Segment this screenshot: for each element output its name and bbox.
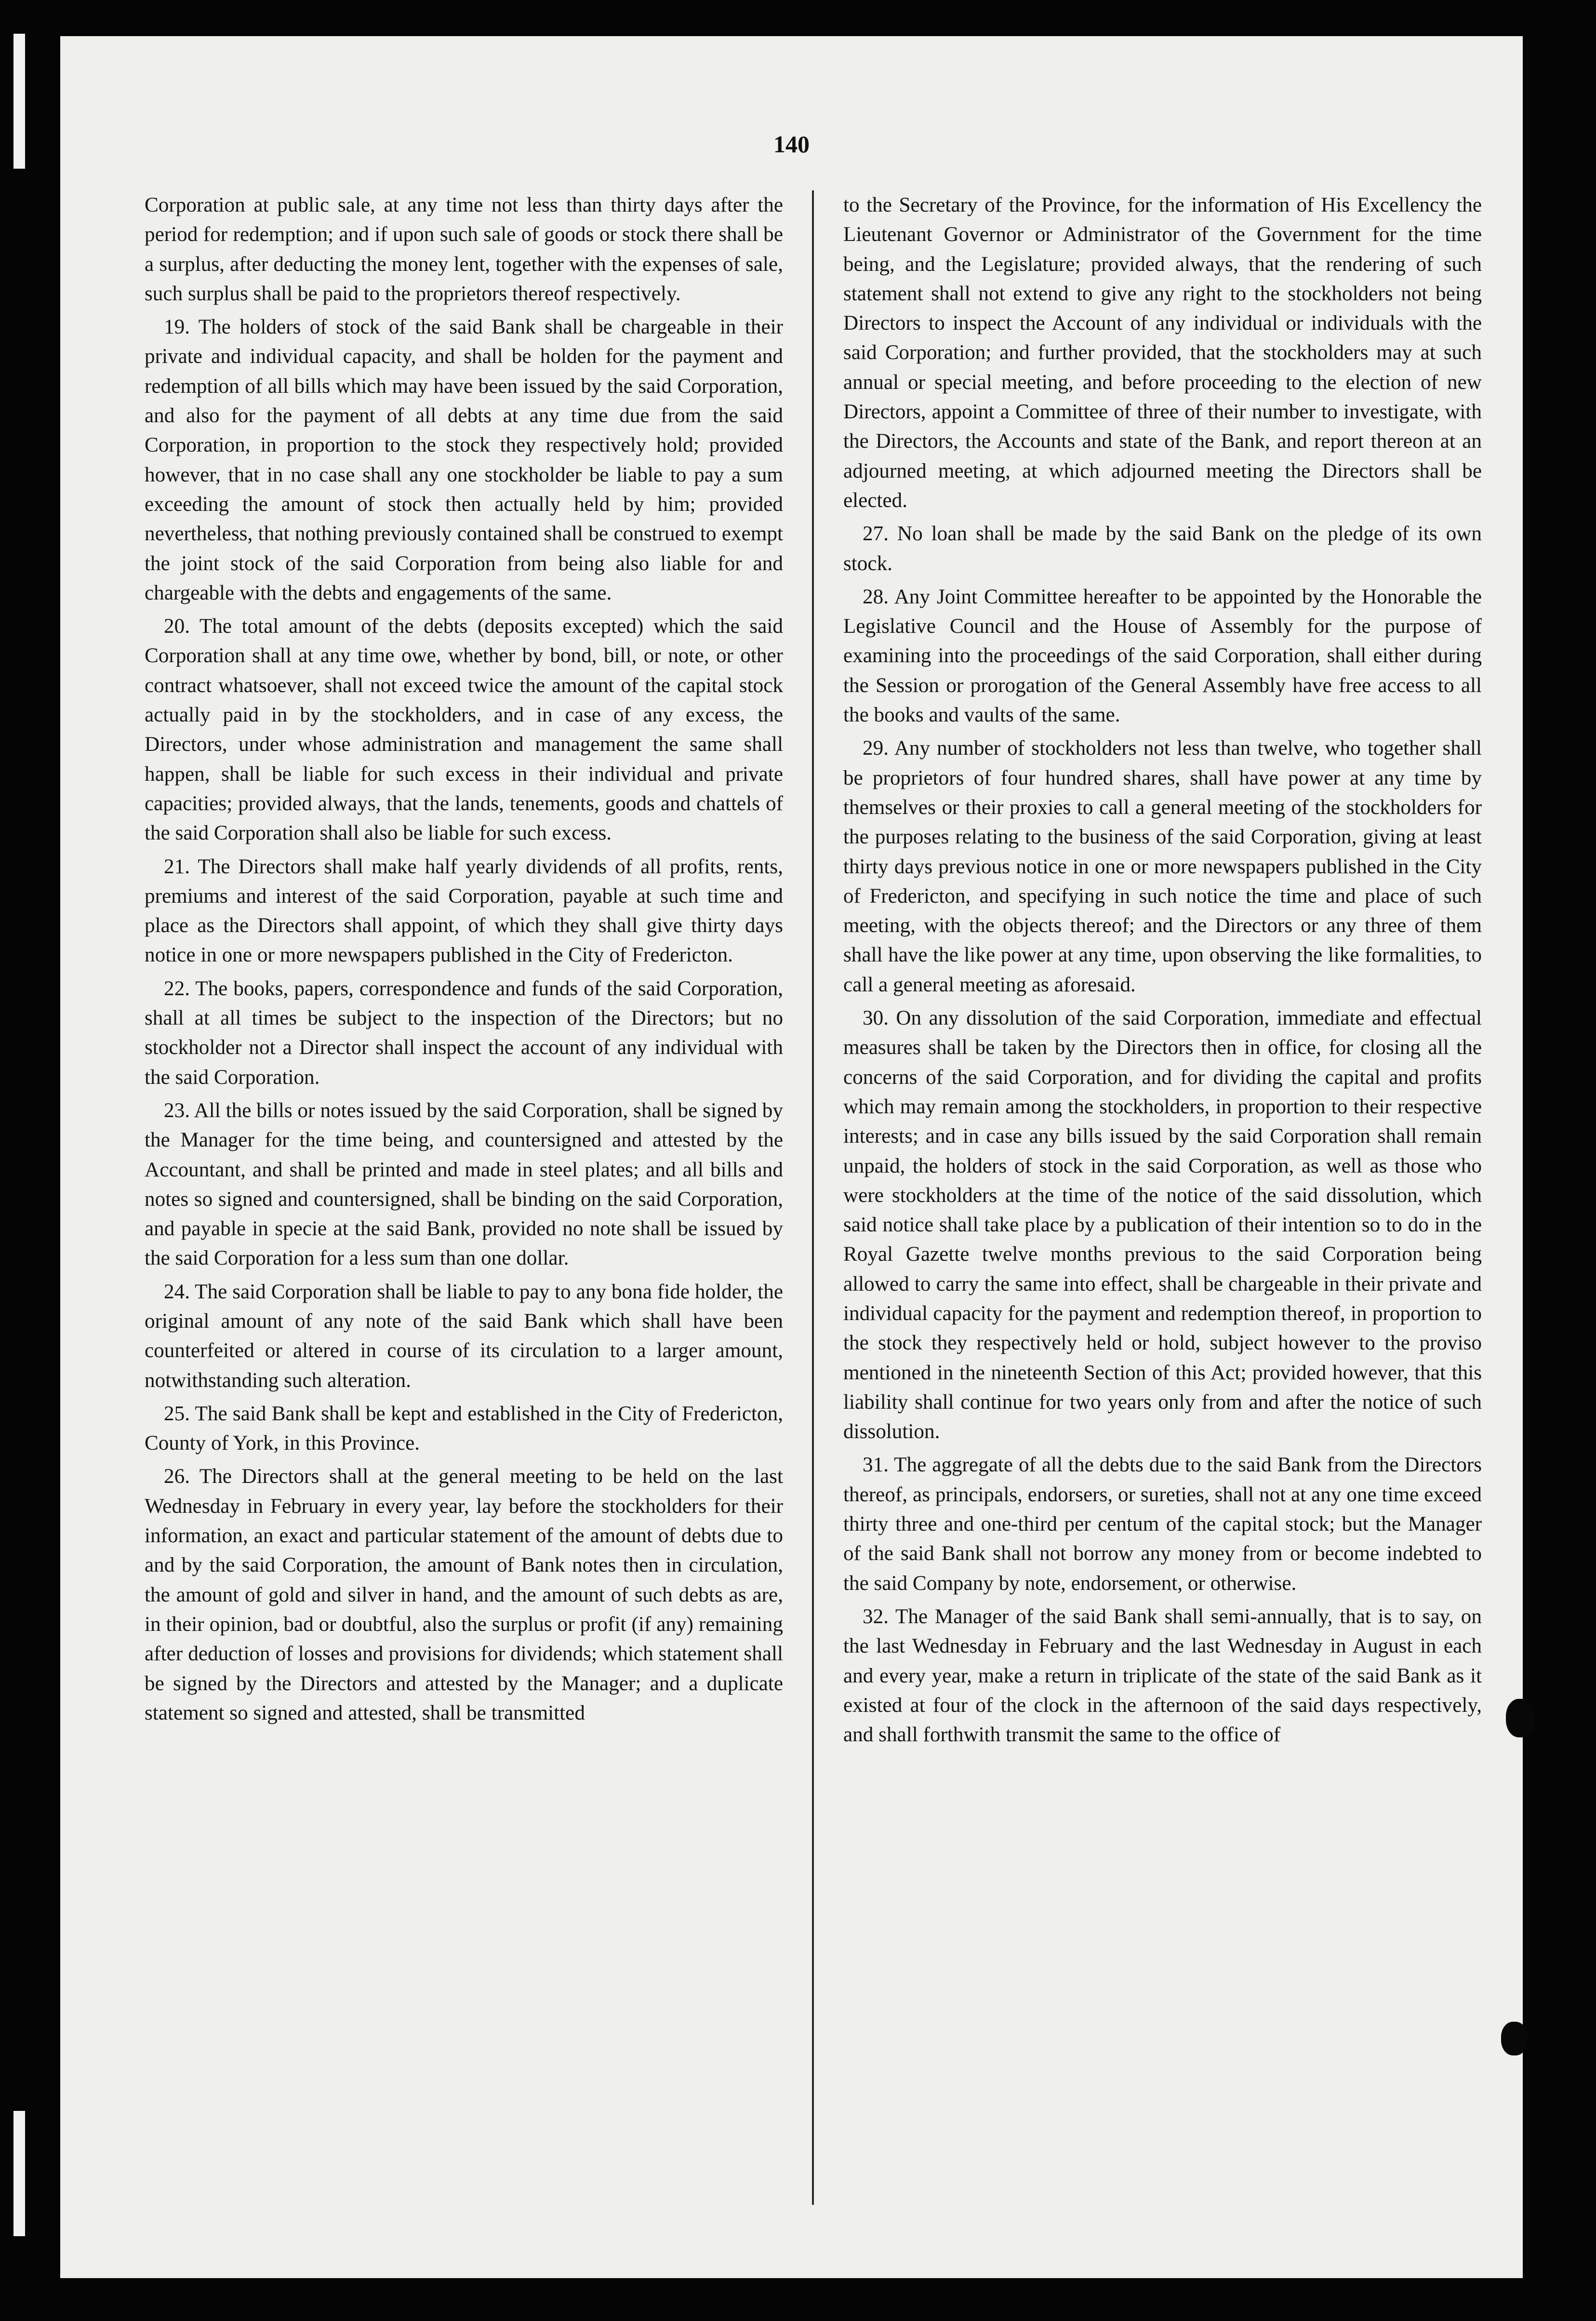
left-column	[145, 190, 783, 1732]
section-22: 22. The books, papers, correspondence and funds of the said Corporation, shall at all times be subject to the inspection of the Directors; but no stockholder not a Director shall inspect the account of any individual with the said Corporation.	[145, 977, 783, 1089]
section-29: 29. Any number of stockholders not less than twelve, who together shall be proprietors of four hundred shares, shall have power at any time by themselves or their proxies to call a general meeting of the stockholders for the purposes relating to the business of the said Corporation, giving at least thirty days previous notice in one or more newspapers published in the City of Fredericton, and specifying in such notice the time and place of such meeting, with the objects thereof; and the Directors or any three of them shall have the like power at any time, upon observing the like formalities, to call a general meeting as aforesaid.	[843, 737, 1482, 996]
document-page	[60, 36, 1523, 2278]
section-32: 32. The Manager of the said Bank shall semi-annually, that is to say, on the last Wednesday in February and the last Wednesday in August in each and every year, make a return in triplicate of the state of the said Bank as it existed at four of the clock in the afternoon of the said days respectively, and shall forthwith transmit the same to the office of	[843, 1605, 1482, 1747]
section-25: 25. The said Bank shall be kept and established in the City of Fredericton, County of York, in this Province.	[145, 1402, 783, 1455]
section-26: 26. The Directors shall at the general meeting to be held on the last Wednesday in February in every year, lay before the stockholders for their information, an exact and particular statement of the amount of debts due to and by the said Corporation, the amount of Bank notes then in circulation, the amount of gold and silver in hand, and the amount of such debts as are, in their opinion, bad or doubtful, also the surplus or profit (if any) remaining after deduction of losses and provisions for dividends; which statement shall be signed by the Directors and attested by the Manager; and a duplicate statement so signed and attested, shall be transmitted	[145, 1465, 783, 1724]
section-21: 21. The Directors shall make half yearly dividends of all profits, rents, premiums and interest of the said Corporation, payable at such time and place as the Directors shall appoint, of which they shall give thirty days notice in one or more newspapers published in the City of Fredericton.	[145, 855, 783, 967]
column-divider	[812, 190, 814, 2205]
ink-blot	[1506, 1699, 1535, 1737]
right-column	[843, 190, 1482, 1753]
section-23: 23. All the bills or notes issued by the said Corporation, shall be signed by the Manager for the time being, and countersigned and attested by the Accountant, and shall be printed and made in steel plates; and all bills and notes so signed and countersigned, shall be binding on the said Corporation, and payable in specie at the said Bank, provided no note shall be issued by the said Corporation for a less sum than one dollar.	[145, 1099, 783, 1270]
ink-blot	[1501, 2022, 1528, 2055]
section-31: 31. The aggregate of all the debts due to the said Bank from the Directors thereof, as principals, endorsers, or sureties, shall not at any one time exceed thirty three and one-third per centum of the capital stock; but the Manager of the said Bank shall not borrow any money from or become indebted to the said Company by note, endorsement, or otherwise.	[843, 1454, 1482, 1595]
film-edge-mark-bottom	[13, 2111, 25, 2236]
section-27: 27. No loan shall be made by the said Bank on the pledge of its own stock.	[843, 522, 1482, 575]
paragraph-continuation: Corporation at public sale, at any time not less than thirty days after the period for redemption; and if upon such sale of goods or stock there shall be a surplus, after deducting the money lent, together with the expenses of sale, such surplus shall be paid to the proprietors thereof respectively.	[145, 194, 783, 305]
film-edge-mark-top	[13, 34, 25, 169]
section-20: 20. The total amount of the debts (deposits excepted) which the said Corporation shall at any time owe, whether by bond, bill, or note, or other contract whatsoever, shall not exceed twice the amount of the capital stock actually paid in by the stockholders, and in case of any excess, the Directors, under whose administration and management the same shall happen, shall be liable for such excess in their individual and private capacities; provided always, that the lands, tenements, goods and chattels of the said Corporation shall also be liable for such excess.	[145, 615, 783, 845]
section-26-continuation: to the Secretary of the Province, for the information of His Excellency the Lieutenant Governor or Administrator of the Government for the time being, and the Legislature; provided always, that the rendering of such statement shall not extend to give any right to the stockholders not being Directors to inspect the Account of any individual or individuals with the said Corporation; and further provided, that the stockholders may at such annual or special meeting, and before proceeding to the election of new Directors, appoint a Committee of three of their number to investigate, with the Directors, the Accounts and state of the Bank, and report thereon at an adjourned meeting, at which adjourned meeting the Directors shall be elected.	[843, 194, 1482, 512]
section-30: 30. On any dissolution of the said Corporation, immediate and effectual measures shall be taken by the Directors then in office, for closing all the concerns of the said Corporation, and for dividing the capital and profits which may remain among the stockholders, in proportion to their respective interests; and in case any bills issued by the said Corporation shall remain unpaid, the holders of stock in the said Corporation, as well as those who were stockholders at the time of the notice of the said dissolution, which said notice shall take place by a publication of their intention so to do in the Royal Gazette twelve months previous to the said Corporation being allowed to carry the same into effect, shall be chargeable in their private and individual capacity for the payment and redemption thereof, in proportion to the stock they respectively held or hold, subject however to the proviso mentioned in the nineteenth Section of this Act; provided however, that this liability shall continue for two years only from and after the notice of such dissolution.	[843, 1007, 1482, 1443]
page-number: 140	[773, 131, 810, 158]
section-24: 24. The said Corporation shall be liable to pay to any bona fide holder, the original amount of any note of the said Bank which shall have been counterfeited or altered in course of its circulation to a larger amount, notwithstanding such alteration.	[145, 1280, 783, 1392]
section-19: 19. The holders of stock of the said Bank shall be chargeable in their private and individual capacity, and shall be holden for the payment and redemption of all bills which may have been issued by the said Corporation, and also for the payment of all debts at any time due from the said Corporation, in proportion to the stock they respectively hold; provided however, that in no case shall any one stockholder be liable to pay a sum exceeding the amount of stock then actually held by him; provided nevertheless, that nothing previously contained shall be construed to exempt the joint stock of the said Corporation from being also liable for and chargeable with the debts and engagements of the same.	[145, 316, 783, 604]
section-28: 28. Any Joint Committee hereafter to be appointed by the Honorable the Legislative Council and the House of Assembly for the purpose of examining into the proceedings of the said Corporation, shall either during the Session or prorogation of the General Assembly have free access to all the books and vaults of the same.	[843, 585, 1482, 727]
